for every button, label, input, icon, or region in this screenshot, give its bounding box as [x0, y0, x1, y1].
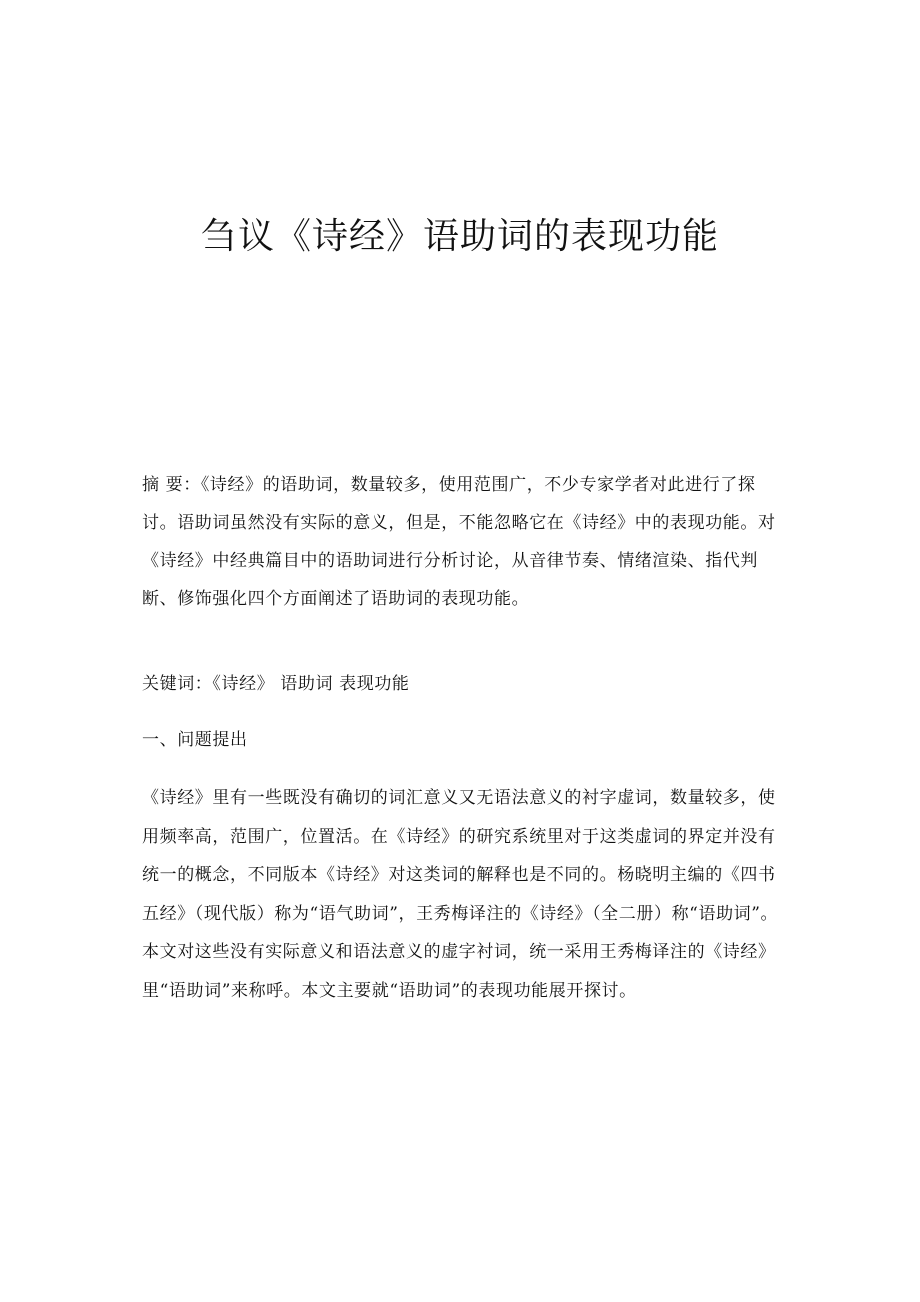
body-paragraph: 《诗经》里有一些既没有确切的词汇意义又无语法意义的衬字虚词，数量较多，使用频率高，范围广，位置活。在《诗经》的研究系统里对于这类虚词的界定并没有统一的概念，不同版本《诗经》对这类词的解释也是不同的。杨晓明主编的《四书五经》（现代版）称为“语气助词”，王秀梅译注的《诗经》（全二册）称“语助词”。本文对这些没有实际意义和语法意义的虚字衬词，统一采用王秀梅译注的《诗经》里“语助词”来称呼。本文主要就“语助词”的表现功能展开探讨。	[142, 788, 779, 1001]
section-heading: 一、问题提出	[142, 730, 248, 750]
keywords-block	[142, 668, 782, 700]
document-title: 刍议《诗经》语助词的表现功能	[200, 216, 719, 257]
abstract-label: 摘 要：	[142, 475, 201, 495]
keywords-text: 《诗经》 语助词 表现功能	[212, 674, 410, 694]
abstract-block	[142, 466, 782, 618]
abstract-paragraph	[142, 466, 782, 618]
section-paragraph	[142, 779, 782, 1010]
abstract-text: 《诗经》的语助词，数量较多，使用范围广，不少专家学者对此进行了探讨。语助词虽然没有实际的意义，但是，不能忽略它在《诗经》中的表现功能。对《诗经》中经典篇目中的语助词进行分析讨论，从音律节奏、情绪渲染、指代判断、修饰强化四个方面阐述了语助词的表现功能。	[142, 475, 776, 609]
keywords-line	[142, 668, 782, 700]
keywords-label: 关键词：	[142, 674, 213, 694]
